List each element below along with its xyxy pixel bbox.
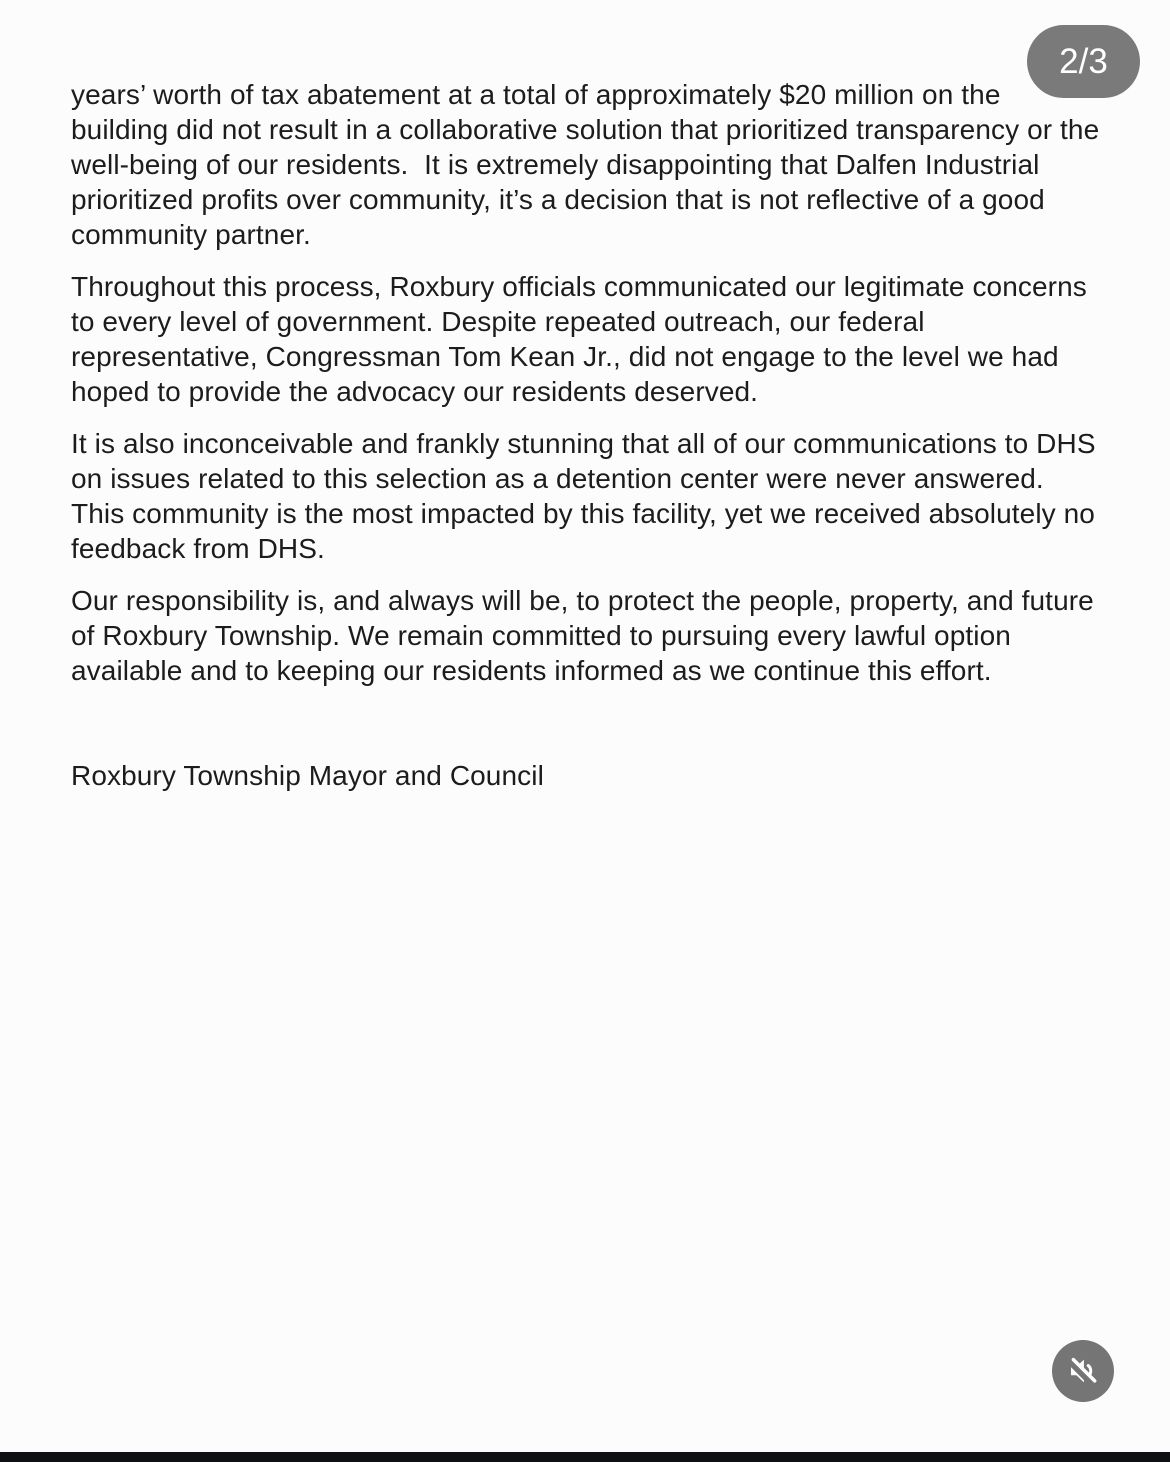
bottom-bar [0, 1452, 1170, 1462]
paragraph-4: Our responsibility is, and always will be, to protect the people, property, and future of Roxbury Township. We remain committed to pursuing every lawful option available and to keeping our residents informed as we continue this effort. [71, 585, 1102, 686]
paragraph-1: years’ worth of tax abatement at a total of approximately $20 million on the building did not result in a collaborative solution that prioritized transparency or the well-being of our residents. It is extremely disappointing that Dalfen Industrial prioritized profits over community, it’s a decision that is not reflective of a good community partner. [71, 79, 1108, 250]
mute-icon [1065, 1353, 1101, 1389]
mute-button[interactable] [1052, 1340, 1114, 1402]
paragraph-2: Throughout this process, Roxbury officials communicated our legitimate concerns to every level of government. Despite repeated outreach, our federal representative, Congressman Tom Kean Jr., did not engage to the level we had hoped to provide the advocacy our residents deserved. [71, 271, 1095, 407]
signature-line: Roxbury Township Mayor and Council [71, 760, 544, 791]
document-letter [71, 77, 1108, 793]
page-indicator-badge: 2/3 [1027, 25, 1140, 98]
paragraph-3: It is also inconceivable and frankly stunning that all of our communications to DHS on issues related to this selection as a detention center were never answered. This community is the most impacted by this facility, yet we received absolutely no feedback from DHS. [71, 428, 1104, 564]
